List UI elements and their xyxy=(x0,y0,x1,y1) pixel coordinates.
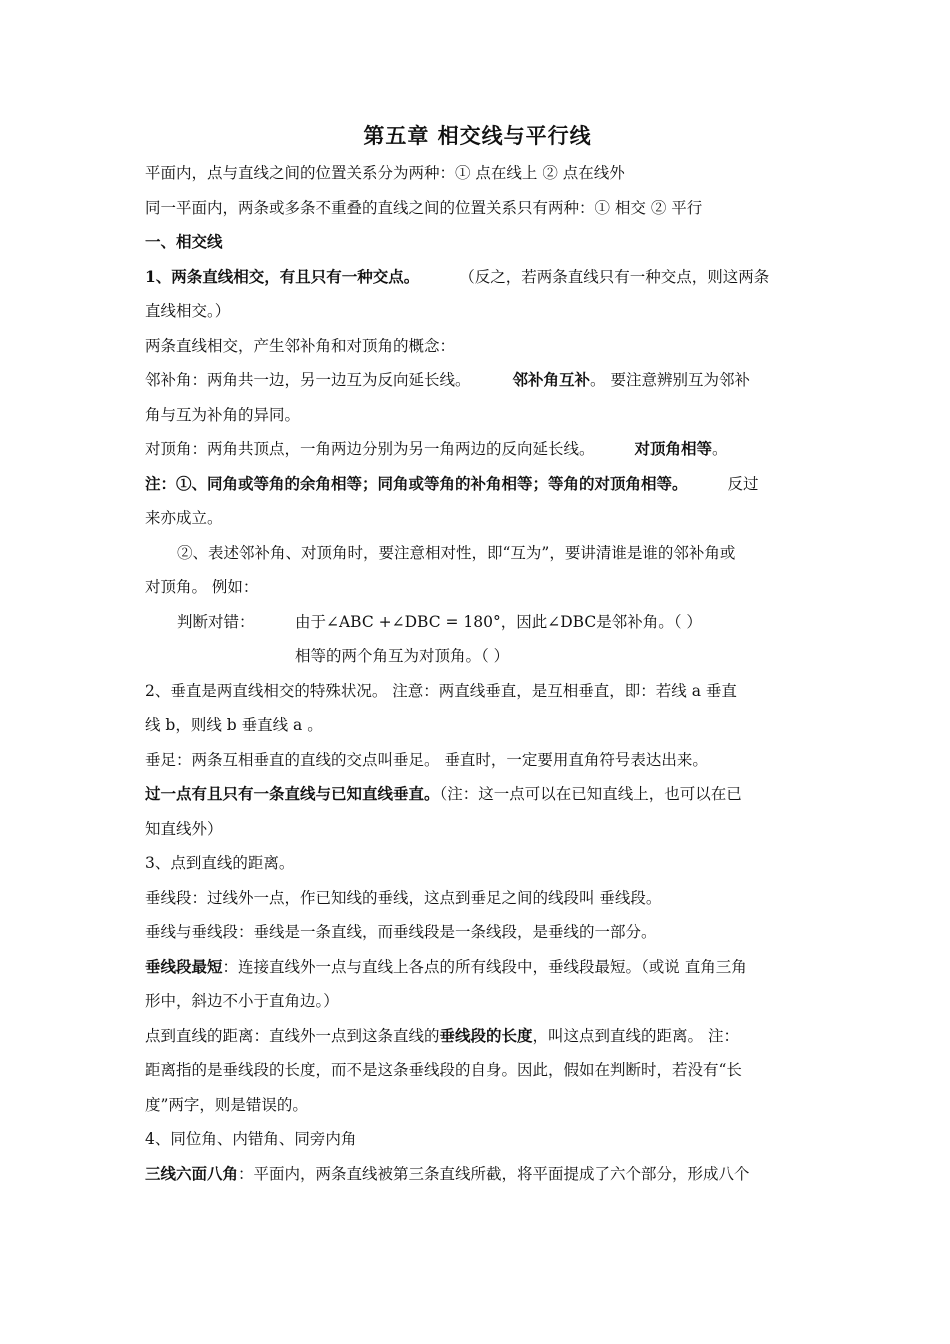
section-1-rest: （反之，若两条直线只有一种交点，则这两条 xyxy=(459,267,770,286)
document-page xyxy=(145,118,810,1191)
distance-a: 点到直线的距离：直线外一点到这条直线的 xyxy=(145,1026,440,1045)
foot-def: 垂足：两条互相垂直的直线的交点叫垂足。 垂直时，一定要用直角符号表达出来。 xyxy=(145,750,708,769)
note-1 xyxy=(145,467,810,502)
shortest-bold: 垂线段最短 xyxy=(145,956,223,976)
judge-item-1: 由于∠ABC +∠DBC = 180°，因此∠DBC是邻补角。（ ） xyxy=(295,612,702,631)
section-2-cont: 线 b，则线 b 垂直线 a 。 xyxy=(145,716,323,734)
chapter-title: 第五章 相交线与平行线 xyxy=(363,123,592,148)
note-1-cont: 来亦成立。 xyxy=(145,509,223,527)
section-1-cont: 直线相交。） xyxy=(145,302,231,320)
section-4: 4、同位角、内错角、同旁内角 xyxy=(145,1130,357,1148)
paragraph-concepts: 两条直线相交，产生邻补角和对顶角的概念： xyxy=(145,336,456,355)
section-2: 2、垂直是两直线相交的特殊状况。 注意：两直线垂直，是互相垂直，即：若线 a 垂直 xyxy=(145,681,737,700)
judge-row-2 xyxy=(145,639,810,674)
note-1-rest: 反过 xyxy=(727,474,759,493)
section-1 xyxy=(145,260,810,295)
vertical-angle-bold: 对顶角相等 xyxy=(634,439,713,458)
judge-row-1 xyxy=(145,605,810,640)
judge-label: 判断对错： xyxy=(177,612,255,631)
perpendicular-cont: 知直线外） xyxy=(145,819,223,838)
paragraph-point-line: 平面内，点与直线之间的位置关系分为两种：① 点在线上 ② 点在线外 xyxy=(145,164,625,182)
three-lines-eight-angles xyxy=(145,1157,810,1192)
distance-cont-2: 度”两字，则是错误的。 xyxy=(145,1095,308,1114)
adjacent-angle-cont: 角与互为补角的异同。 xyxy=(145,405,301,424)
note-2: ②、表述邻补角、对顶角时，要注意相对性，即“互为”，要讲清谁是谁的邻补角或 xyxy=(177,543,736,562)
shortest-segment xyxy=(145,950,810,985)
distance-b: ，叫这点到直线的距离。 注： xyxy=(532,1026,739,1045)
perpendicular-rest: （注：这一点可以在已知直线上，也可以在已 xyxy=(439,785,742,803)
adjacent-angle-rest: 。 要注意辨别互为邻补 xyxy=(590,371,750,389)
distance-cont-1: 距离指的是垂线段的长度，而不是这条垂线段的自身。因此，假如在判断时，若没有“长 xyxy=(145,1061,742,1079)
section-heading-intersecting: 一、相交线 xyxy=(145,232,223,251)
three-lines-rest: ：平面内，两条直线被第三条直线所截，将平面提成了六个部分，形成八个 xyxy=(238,1164,750,1183)
distance-def xyxy=(145,1019,810,1054)
vertical-angle-def xyxy=(145,432,810,467)
perpendicular-bold: 过一点有且只有一条直线与已知直线垂直。 xyxy=(145,784,440,803)
adjacent-angle-def xyxy=(145,363,810,398)
vertical-angle-end: 。 xyxy=(712,440,728,458)
note-2-cont: 对顶角。 例如： xyxy=(145,578,259,596)
vertical-angle-text: 对顶角：两角共顶点，一角两边分别为另一角两边的反向延长线。 xyxy=(145,440,595,458)
judge-item-2: 相等的两个角互为对顶角。（ ） xyxy=(295,647,510,665)
segment-vs-line: 垂线与垂线段：垂线是一条直线，而垂线段是一条线段，是垂线的一部分。 xyxy=(145,923,657,941)
shortest-cont: 形中，斜边不小于直角边。） xyxy=(145,992,339,1010)
section-3: 3、点到直线的距离。 xyxy=(145,854,295,872)
adjacent-angle-bold: 邻补角互补 xyxy=(512,370,591,389)
segment-def: 垂线段：过线外一点，作已知线的垂线，这点到垂足之间的线段叫 垂线段。 xyxy=(145,888,662,907)
adjacent-angle-text: 邻补角：两角共一边，另一边互为反向延长线。 xyxy=(145,371,471,389)
paragraph-line-line: 同一平面内，两条或多条不重叠的直线之间的位置关系只有两种：① 相交 ② 平行 xyxy=(145,198,703,217)
perpendicular-theorem xyxy=(145,777,810,812)
note-1-bold: 注：①、同角或等角的余角相等；同角或等角的补角相等；等角的对顶角相等。 xyxy=(145,473,688,493)
distance-bold: 垂线段的长度 xyxy=(439,1025,533,1045)
shortest-rest: ：连接直线外一点与直线上各点的所有线段中，垂线段最短。（或说 直角三角 xyxy=(222,957,747,976)
three-lines-bold: 三线六面八角 xyxy=(145,1163,239,1183)
section-1-bold: 1、两条直线相交，有且只有一种交点。 xyxy=(145,266,420,286)
